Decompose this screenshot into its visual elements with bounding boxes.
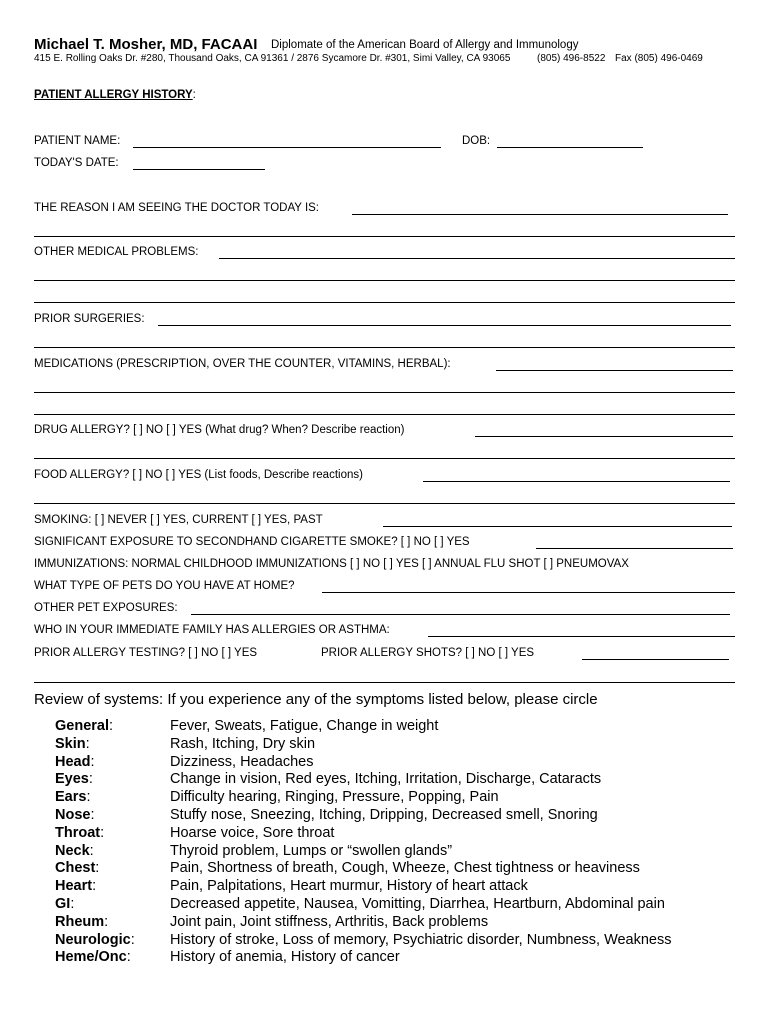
doctor-name: Michael T. Mosher, MD, FACAAI [34, 36, 258, 53]
immunizations-label: IMMUNIZATIONS: NORMAL CHILDHOOD IMMUNIZATIONS [ ] NO [ ] YES [ ] ANNUAL FLU SHOT [ ] PNEUMOVAX [34, 558, 629, 570]
ros-label: Ears: [55, 789, 91, 805]
smoking-label: SMOKING: [ ] NEVER [ ] YES, CURRENT [ ] YES, PAST [34, 514, 323, 526]
ros-label: Heart: [55, 878, 97, 894]
food-allergy-field-line-2[interactable] [34, 503, 735, 504]
ros-label: Chest: [55, 860, 100, 876]
ros-label-text: Nose [55, 807, 91, 823]
office-fax: Fax (805) 496-0469 [615, 53, 703, 64]
reason-label: THE REASON I AM SEEING THE DOCTOR TODAY IS: [34, 202, 320, 214]
secondhand-smoke-label: SIGNIFICANT EXPOSURE TO SECONDHAND CIGARETTE SMOKE? [ ] NO [ ] YES [34, 536, 470, 548]
ros-label-text: Skin [55, 736, 86, 752]
ros-label: GI: [55, 896, 75, 912]
family-allergies-field[interactable] [428, 636, 735, 637]
ros-label-text: Heme/Onc [55, 949, 127, 965]
office-address: 415 E. Rolling Oaks Dr. #280, Thousand Oaks, CA 91361 / 2876 Sycamore Dr. #301, Simi Valley, CA 93065 [34, 53, 511, 64]
patient-name-label: PATIENT NAME: [34, 135, 121, 147]
ros-symptoms[interactable]: Pain, Shortness of breath, Cough, Wheeze, Chest tightness or heaviness [170, 860, 640, 876]
prior-allergy-field-line-2[interactable] [34, 682, 735, 683]
drug-allergy-label: DRUG ALLERGY? [ ] NO [ ] YES (What drug? When? Describe reaction) [34, 424, 405, 436]
todays-date-label: TODAY'S DATE: [34, 157, 119, 169]
other-pets-label: OTHER PET EXPOSURES: [34, 602, 178, 614]
family-allergies-label: WHO IN YOUR IMMEDIATE FAMILY HAS ALLERGIES OR ASTHMA: [34, 624, 390, 636]
ros-symptoms[interactable]: Hoarse voice, Sore throat [170, 825, 335, 841]
ros-label-text: Ears [55, 789, 87, 805]
prior-testing-label: PRIOR ALLERGY TESTING? [ ] NO [ ] YES [34, 647, 258, 659]
ros-symptoms[interactable]: History of anemia, History of cancer [170, 949, 400, 965]
ros-label: Neck: [55, 843, 94, 859]
ros-label-text: Rheum [55, 914, 105, 930]
smoking-field[interactable] [383, 526, 732, 527]
dob-field[interactable] [497, 147, 643, 148]
ros-label: Eyes: [55, 771, 93, 787]
prior-shots-field[interactable] [582, 659, 729, 660]
prior-surgeries-label: PRIOR SURGERIES: [34, 313, 145, 325]
drug-allergy-field-line-2[interactable] [34, 458, 735, 459]
drug-allergy-field[interactable] [475, 436, 733, 437]
ros-label: Nose: [55, 807, 95, 823]
medications-field-line-3[interactable] [34, 414, 735, 415]
reason-field[interactable] [352, 214, 728, 215]
secondhand-smoke-field[interactable] [536, 548, 733, 549]
medications-field-line-2[interactable] [34, 392, 735, 393]
ros-symptoms[interactable]: Dizziness, Headaches [170, 754, 314, 770]
ros-label: Neurologic: [55, 932, 135, 948]
ros-symptoms[interactable]: Change in vision, Red eyes, Itching, Irritation, Discharge, Cataracts [170, 771, 602, 787]
ros-label-text: GI [55, 896, 71, 912]
diplomate-line: Diplomate of the American Board of Allergy and Immunology [271, 39, 579, 51]
form-title [34, 89, 196, 101]
other-medical-field[interactable] [219, 258, 735, 259]
todays-date-field[interactable] [133, 169, 265, 170]
form-title-text: PATIENT ALLERGY HISTORY [34, 89, 193, 101]
ros-intro: Review of systems: If you experience any of the symptoms listed below, please circle [34, 691, 598, 708]
ros-label: Head: [55, 754, 95, 770]
prior-surgeries-field-line-2[interactable] [34, 347, 735, 348]
food-allergy-field[interactable] [423, 481, 730, 482]
other-pets-field[interactable] [191, 614, 730, 615]
pets-label: WHAT TYPE OF PETS DO YOU HAVE AT HOME? [34, 580, 295, 592]
ros-label-text: General [55, 718, 109, 734]
patient-name-field[interactable] [133, 147, 441, 148]
food-allergy-label: FOOD ALLERGY? [ ] NO [ ] YES (List foods, Describe reactions) [34, 469, 363, 481]
ros-symptoms[interactable]: Pain, Palpitations, Heart murmur, History of heart attack [170, 878, 528, 894]
other-medical-field-line-3[interactable] [34, 302, 735, 303]
ros-label: Rheum: [55, 914, 109, 930]
ros-symptoms[interactable]: Difficulty hearing, Ringing, Pressure, Popping, Pain [170, 789, 499, 805]
ros-label: General: [55, 718, 114, 734]
prior-surgeries-field[interactable] [158, 325, 731, 326]
ros-label-text: Eyes [55, 771, 89, 787]
ros-symptoms[interactable]: Fever, Sweats, Fatigue, Change in weight [170, 718, 439, 734]
ros-symptoms[interactable]: Thyroid problem, Lumps or “swollen glands” [170, 843, 453, 859]
form-title-colon: : [192, 89, 196, 101]
ros-label: Heme/Onc: [55, 949, 131, 965]
pets-field[interactable] [322, 592, 735, 593]
ros-label-text: Head [55, 754, 91, 770]
ros-label-text: Neurologic [55, 932, 131, 948]
ros-symptoms[interactable]: Stuffy nose, Sneezing, Itching, Dripping, Decreased smell, Snoring [170, 807, 598, 823]
office-phone: (805) 496-8522 [537, 53, 606, 64]
ros-label: Throat: [55, 825, 105, 841]
ros-label-text: Throat [55, 825, 101, 841]
dob-label: DOB: [462, 135, 491, 147]
medications-label: MEDICATIONS (PRESCRIPTION, OVER THE COUNTER, VITAMINS, HERBAL): [34, 358, 451, 370]
ros-symptoms[interactable]: History of stroke, Loss of memory, Psychiatric disorder, Numbness, Weakness [170, 932, 672, 948]
ros-label-text: Neck [55, 843, 90, 859]
ros-label: Skin: [55, 736, 90, 752]
other-medical-label: OTHER MEDICAL PROBLEMS: [34, 246, 199, 258]
ros-symptoms[interactable]: Rash, Itching, Dry skin [170, 736, 316, 752]
ros-label-text: Heart [55, 878, 93, 894]
ros-symptoms[interactable]: Joint pain, Joint stiffness, Arthritis, Back problems [170, 914, 489, 930]
medications-field[interactable] [496, 370, 733, 371]
reason-field-line-2[interactable] [34, 236, 735, 237]
other-medical-field-line-2[interactable] [34, 280, 735, 281]
ros-symptoms[interactable]: Decreased appetite, Nausea, Vomitting, Diarrhea, Heartburn, Abdominal pain [170, 896, 665, 912]
prior-shots-label: PRIOR ALLERGY SHOTS? [ ] NO [ ] YES [321, 647, 535, 659]
ros-label-text: Chest [55, 860, 96, 876]
